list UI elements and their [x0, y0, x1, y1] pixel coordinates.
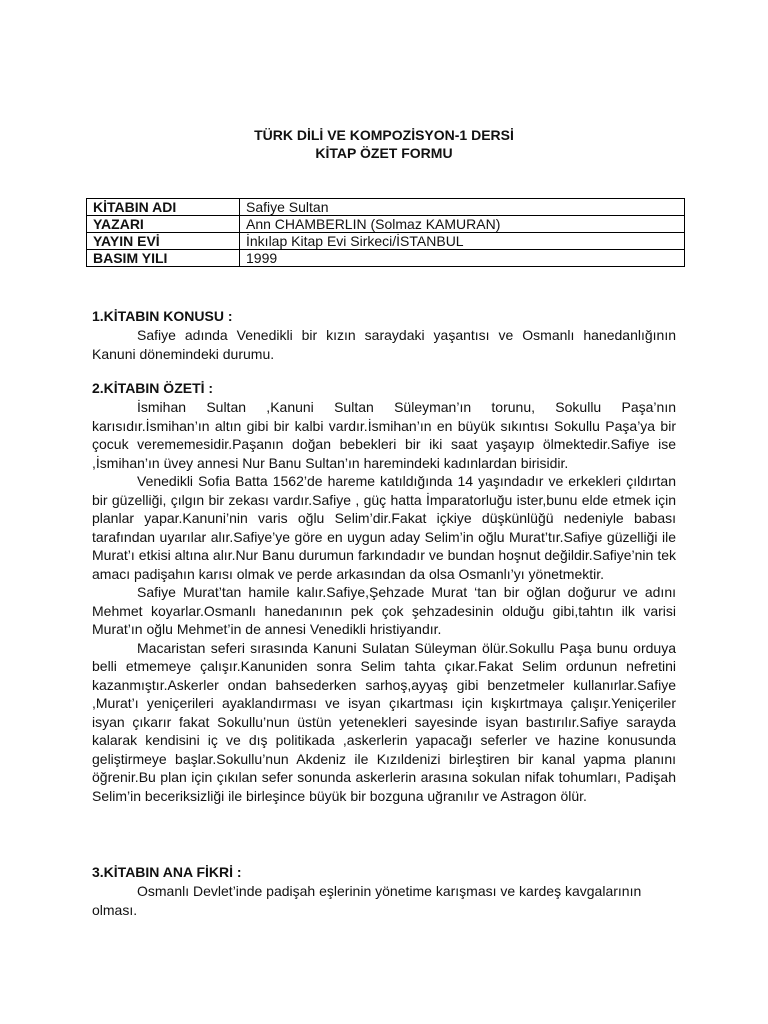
section-body-konu	[92, 326, 676, 363]
row-value: Ann CHAMBERLIN (Solmaz KAMURAN)	[240, 216, 685, 233]
paragraph: İsmihan Sultan ,Kanuni Sultan Süleyman’ın torunu, Sokullu Paşa’nın karısıdır.İsmihan’ın altın gibi bir kalbi vardır.İsmihan’ın en büyük sıkıntısı Sokullu Paşa’ya bir çocuk verememesidir.Paşanın doğan bebekleri bir iki saat yaşayıp ölmektedir.Safiye ise ,İsmihan’ın üvey annesi Nur Banu Sultan’ın haremindeki kadınlardan birisidir.	[92, 399, 676, 471]
row-label: KİTABIN ADI	[87, 199, 240, 216]
table-row	[87, 216, 685, 233]
paragraph: Safiye Murat’tan hamile kalır.Safiye,Şehzade Murat ‘tan bir oğlan doğurur ve adını Mehmet koyarlar.Osmanlı hanedanının pek çok şehzadesinin olduğu gibi,tahtın ilk varisi Murat’ın oğlu Mehmet’in de annesi Venedikli hristiyandır.	[92, 584, 676, 637]
paragraph: Venedikli Sofia Batta 1562’de hareme katıldığında 14 yaşındadır ve erkekleri çıldırtan bir güzelliği, çılgın bir zekası vardır.Safiye , güç hatta İmparatorluğu ister,bunu elde etmek için planlar yapar.Kanuni’nin varis oğlu Selim’dir.Fakat içkiye düşkünlüğü nedeniyle babası tarafından uyarılar alır.Safiye’ye göre en uygun aday Selim’in oğlu Murat’tır.Safiye güzelliği ile Murat’ı etkisi altına alır.Nur Banu durumun farkındadır ve bundan hoşnut değildir.Safiye’nin tek amacı padişahın karısı olmak ve perde arkasından da olsa Osmanlı’yı yönetmektir.	[92, 473, 676, 582]
row-value: 1999	[240, 250, 685, 267]
form-title: KİTAP ÖZET FORMU	[315, 145, 453, 161]
row-label: BASIM YILI	[87, 250, 240, 267]
table-row	[87, 250, 685, 267]
table-row	[87, 199, 685, 216]
book-info-table	[86, 198, 685, 267]
paragraph: Osmanlı Devlet’inde padişah eşlerinin yönetime karışması ve kardeş kavgalarının olması.	[92, 883, 642, 918]
row-value: İnkılap Kitap Evi Sirkeci/İSTANBUL	[240, 233, 685, 250]
row-label: YAYIN EVİ	[87, 233, 240, 250]
paragraph: Macaristan seferi sırasında Kanuni Sulatan Süleyman ölür.Sokullu Paşa bunu orduya belli etmemeye çalışır.Kanuniden sonra Selim tahta çıkar.Fakat Selim ordunun nefretini kazanmıştır.Askerler ondan bahsederken sarhoş,ayyaş gibi benzetmeler kullanırlar.Safiye ,Murat’ı yeniçerileri ayaklandırması ve isyan çıkartması için kışkırtmaya çalışır.Yeniçeriler isyan çıkarır fakat Sokullu’nun üstün yetenekleri sayesinde isyan bastırılır.Safiye sarayda kalarak kendisini iç ve dış politikada ,askerlerin yapacağı seferler ve hazine konusunda geliştirmeye başlar.Sokullu’nun Akdeniz ile Kızıldenizi birleştiren bir kanal yapma planını öğrenir.Bu plan için çıkılan sefer sonunda askerlerin arasına sokulan nifak tohumları, Padişah Selim’in beceriksizliği ile birleşince büyük bir bozguna uğranılır ve Astragon ölür.	[92, 639, 676, 804]
table-row	[87, 233, 685, 250]
course-title: TÜRK DİLİ VE KOMPOZİSYON-1 DERSİ	[254, 127, 514, 143]
row-value: Safiye Sultan	[240, 199, 685, 216]
paragraph: Safiye adında Venedikli bir kızın saraydaki yaşantısı ve Osmanlı hanedanlığının Kanuni dönemindeki durumu.	[92, 327, 676, 362]
section-body-ozet	[92, 398, 676, 805]
section-body-ana-fikir	[92, 882, 676, 919]
document-title	[0, 126, 768, 162]
row-label: YAZARI	[87, 216, 240, 233]
section-heading-konu: 1.KİTABIN KONUSU :	[92, 308, 233, 324]
section-heading-ozet: 2.KİTABIN ÖZETİ :	[92, 380, 214, 396]
section-heading-ana-fikir: 3.KİTABIN ANA FİKRİ :	[92, 864, 242, 880]
